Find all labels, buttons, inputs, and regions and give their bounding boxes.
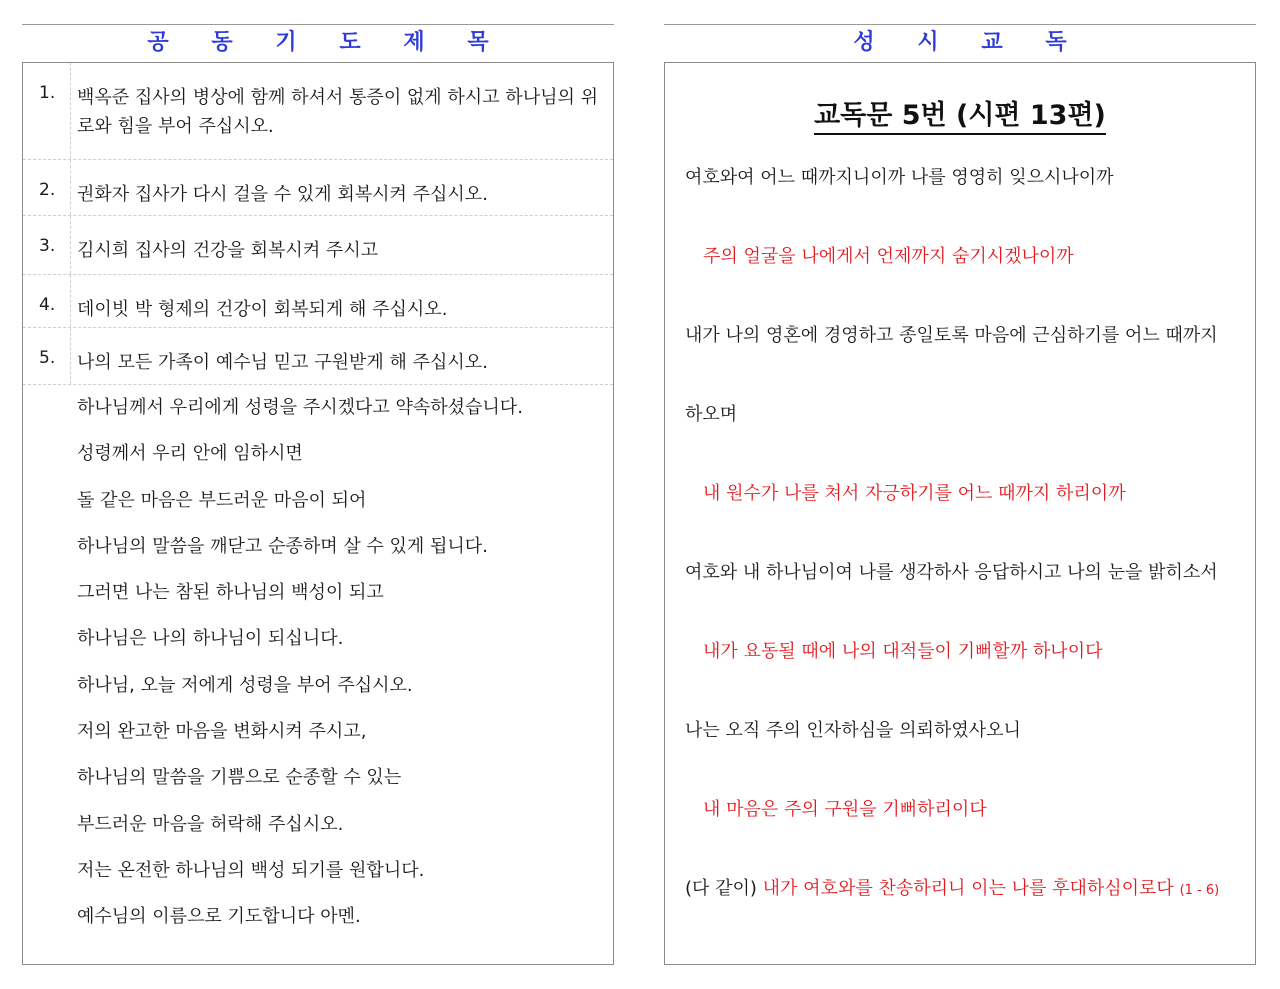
prayer-line: 돌 같은 마음은 부드러운 마음이 되어 [77, 489, 367, 511]
title-char: 교 [981, 29, 1003, 55]
prayer-number: 2. [23, 160, 71, 215]
prayer-number: 4. [23, 275, 71, 327]
prayer-item [23, 63, 613, 160]
responsive-reading-panel [664, 62, 1256, 965]
reading-heading-text: 교독문 5번 (시편 13편) [814, 100, 1106, 135]
prayer-line: 하나님, 오늘 저에게 성령을 부어 주십시오. [77, 674, 413, 696]
prayer-topics-title [22, 24, 614, 55]
prayer-line: 성령께서 우리 안에 임하시면 [77, 443, 303, 465]
unison-text: 내가 여호와를 찬송하리니 이는 나를 후대하심이로다 [762, 878, 1174, 899]
prayer-text: 백옥준 집사의 병상에 함께 하셔서 통증이 없게 하시고 하나님의 위로와 힘을 부어 주십시오. [77, 87, 598, 137]
title-char: 시 [917, 29, 939, 55]
title-char: 기 [275, 29, 297, 55]
title-char: 목 [467, 29, 489, 55]
response-line: 내 마음은 주의 구원을 기뻐하리이다 [703, 799, 987, 820]
prayer-number: 3. [23, 216, 71, 274]
title-char: 독 [1045, 29, 1067, 55]
prayer-line: 그러면 나는 참된 하나님의 백성이 되고 [77, 582, 384, 604]
response-line: 내가 요동될 때에 나의 대적들이 기뻐할까 하나이다 [703, 641, 1103, 662]
title-char: 도 [339, 29, 361, 55]
leader-line: 하오며 [685, 404, 738, 425]
prayer-line: 하나님께서 우리에게 성령을 주시겠다고 약속하셨습니다. [77, 397, 523, 418]
title-char: 성 [853, 29, 875, 55]
responsive-reading-title [664, 24, 1256, 55]
unison-line [685, 874, 1219, 900]
prayer-line: 저의 완고한 마음을 변화시켜 주시고, [77, 721, 367, 743]
response-line: 주의 얼굴을 나에게서 언제까지 숨기시겠나이까 [703, 246, 1074, 267]
prayer-text: 데이빗 박 형제의 건강이 회복되게 해 주십시오. [77, 299, 448, 320]
verse-reference: (1 - 6) [1179, 883, 1220, 898]
prayer-text: 김시희 집사의 건강을 회복시켜 주시고 [77, 240, 379, 261]
reading-heading [665, 93, 1255, 132]
prayer-line: 하나님의 말씀을 기쁨으로 순종할 수 있는 [77, 767, 402, 789]
title-char: 동 [211, 29, 233, 55]
prayer-line: 하나님은 나의 하나님이 되십니다. [77, 628, 344, 650]
prayer-item [23, 275, 613, 328]
prayer-body [77, 393, 523, 949]
prayer-line: 부드러운 마음을 허락해 주십시오. [77, 813, 344, 835]
prayer-item [23, 160, 613, 216]
response-line: 내 원수가 나를 쳐서 자긍하기를 어느 때까지 하리이까 [703, 483, 1126, 504]
prayer-topics-panel [22, 62, 614, 965]
leader-line: 내가 나의 영혼에 경영하고 종일토록 마음에 근심하기를 어느 때까지 [685, 325, 1218, 346]
prayer-line: 저는 온전한 하나님의 백성 되기를 원합니다. [77, 859, 425, 881]
prayer-text: 나의 모든 가족이 예수님 믿고 구원받게 해 주십시오. [77, 352, 488, 373]
leader-line: 나는 오직 주의 인자하심을 의뢰하였사오니 [685, 720, 1021, 741]
prayer-item [23, 216, 613, 275]
title-char: 공 [147, 29, 169, 55]
prayer-text: 권화자 집사가 다시 걸을 수 있게 회복시켜 주십시오. [77, 184, 488, 205]
prayer-item [23, 328, 613, 385]
leader-line: 여호와여 어느 때까지니이까 나를 영영히 잊으시나이까 [685, 167, 1114, 188]
title-char: 제 [403, 29, 425, 55]
leader-line: 여호와 내 하나님이여 나를 생각하사 응답하시고 나의 눈을 밝히소서 [685, 562, 1218, 583]
prayer-line: 하나님의 말씀을 깨닫고 순종하며 살 수 있게 됩니다. [77, 535, 488, 557]
unison-prefix: (다 같이) [685, 878, 757, 899]
prayer-list [23, 63, 613, 385]
prayer-number: 5. [23, 328, 71, 384]
prayer-number: 1. [23, 63, 71, 159]
prayer-line: 예수님의 이름으로 기도합니다 아멘. [77, 906, 361, 928]
